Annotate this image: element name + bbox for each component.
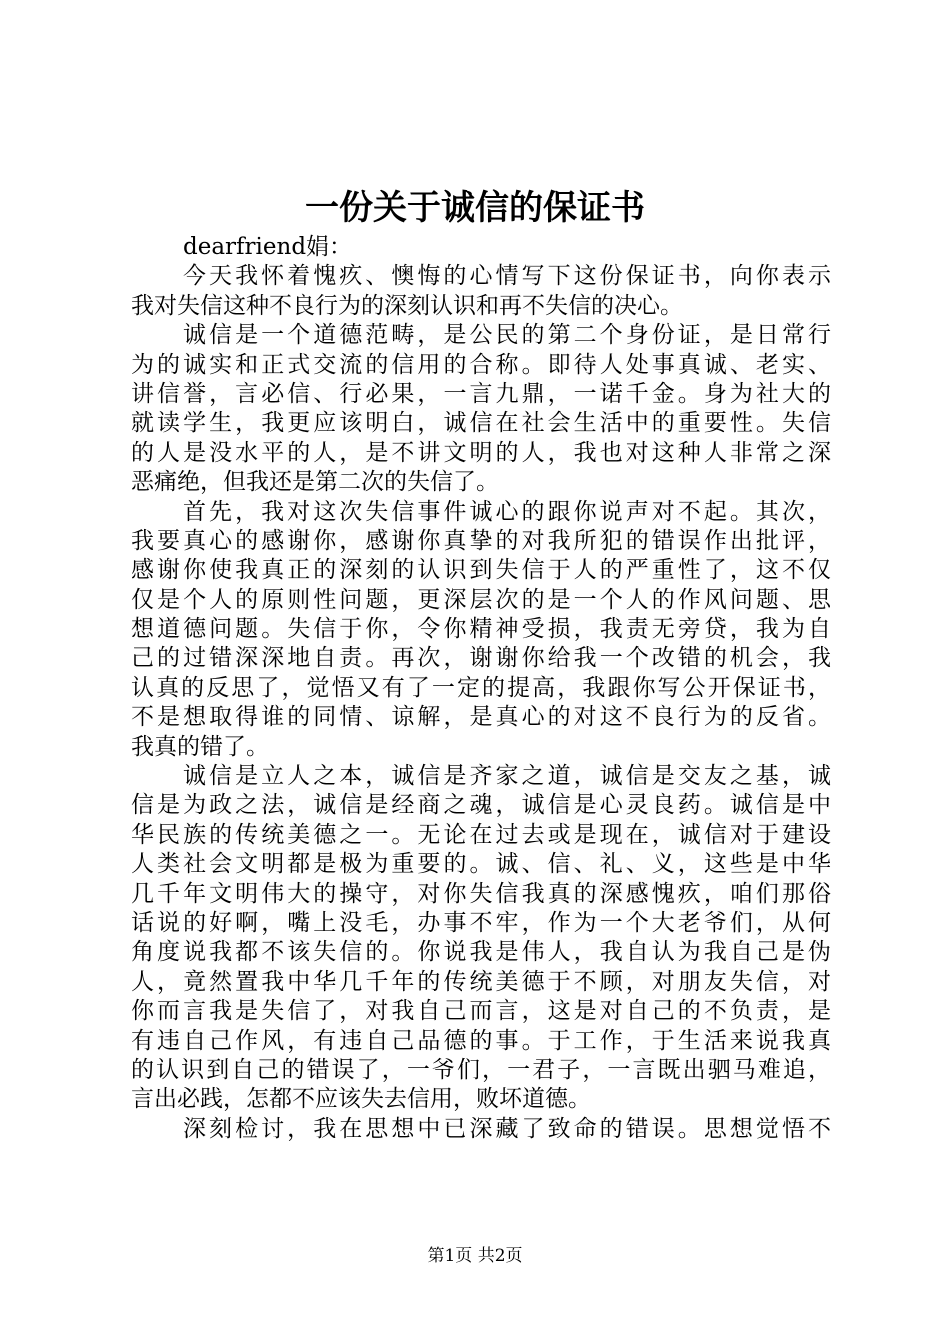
paragraph-lines bbox=[131, 262, 831, 1144]
text-line: 诚信是一个道德范畴，是公民的第二个身份证，是日常行 bbox=[183, 322, 831, 349]
text-line: 想道德问题。失信于你，令你精神受损，我责无旁贷，我为自 bbox=[131, 616, 831, 643]
text-line: 我真的错了。 bbox=[131, 733, 269, 760]
text-line: 今天我怀着愧疚、懊悔的心情写下这份保证书，向你表示 bbox=[183, 263, 831, 290]
text-line: 华民族的传统美德之一。无论在过去或是现在，诚信对于建设 bbox=[131, 821, 831, 848]
text-line: 我要真心的感谢你，感谢你真挚的对我所犯的错误作出批评， bbox=[131, 527, 831, 554]
text-line: 几千年文明伟大的操守，对你失信我真的深感愧疚，咱们那俗 bbox=[131, 880, 831, 907]
text-line: 话说的好啊，嘴上没毛，办事不牢，作为一个大老爷们，从何 bbox=[131, 909, 831, 936]
text-line: 认真的反思了，觉悟又有了一定的提高，我跟你写公开保证书， bbox=[131, 674, 831, 701]
page-footer: 第1页 共2页 bbox=[427, 1246, 523, 1266]
greeting: dearfriend娟： bbox=[183, 234, 353, 260]
text-line: 恶痛绝，但我还是第二次的失信了。 bbox=[131, 469, 499, 496]
text-line: 你而言我是失信了，对我自己而言，这是对自己的不负责，是 bbox=[131, 998, 831, 1025]
text-line: 己的过错深深地自责。再次，谢谢你给我一个改错的机会，我 bbox=[131, 645, 831, 672]
document-body bbox=[131, 233, 831, 1144]
text-line: 信是为政之法，诚信是经商之魂，诚信是心灵良药。诚信是中 bbox=[131, 792, 831, 819]
text-line: 深刻检讨，我在思想中已深藏了致命的错误。思想觉悟不 bbox=[183, 1115, 831, 1142]
text-line: 的人是没水平的人，是不讲文明的人，我也对这种人非常之深 bbox=[131, 439, 831, 466]
text-line: 仅是个人的原则性问题，更深层次的是一个人的作风问题、思 bbox=[131, 586, 831, 613]
text-line: 就读学生，我更应该明白，诚信在社会生活中的重要性。失信 bbox=[131, 410, 831, 437]
text-line: 首先，我对这次失信事件诚心的跟你说声对不起。其次， bbox=[183, 498, 831, 525]
document-title: 一份关于诚信的保证书 bbox=[305, 188, 645, 228]
text-line: 的认识到自己的错误了，一爷们，一君子，一言既出驷马难追， bbox=[131, 1056, 831, 1083]
text-line: 角度说我都不该失信的。你说我是伟人，我自认为我自己是伪 bbox=[131, 939, 831, 966]
text-line: 不是想取得谁的同情、谅解，是真心的对这不良行为的反省。 bbox=[131, 704, 831, 731]
text-line: 感谢你使我真正的深刻的认识到失信于人的严重性了，这不仅 bbox=[131, 557, 831, 584]
text-line: 讲信誉，言必信、行必果，一言九鼎，一诺千金。身为社大的 bbox=[131, 380, 831, 407]
text-line: 人，竟然置我中华几千年的传统美德于不顾，对朋友失信，对 bbox=[131, 968, 831, 995]
text-line: 我对失信这种不良行为的深刻认识和再不失信的决心。 bbox=[131, 292, 683, 319]
text-line: 有违自己作风，有违自己品德的事。于工作，于生活来说我真 bbox=[131, 1027, 831, 1054]
text-line: 诚信是立人之本，诚信是齐家之道，诚信是交友之基，诚 bbox=[183, 763, 831, 790]
text-line: 言出必践，怎都不应该失去信用，败坏道德。 bbox=[131, 1086, 591, 1113]
text-line: 人类社会文明都是极为重要的。诚、信、礼、义，这些是中华 bbox=[131, 851, 831, 878]
text-line: 为的诚实和正式交流的信用的合称。即待人处事真诚、老实、 bbox=[131, 351, 831, 378]
